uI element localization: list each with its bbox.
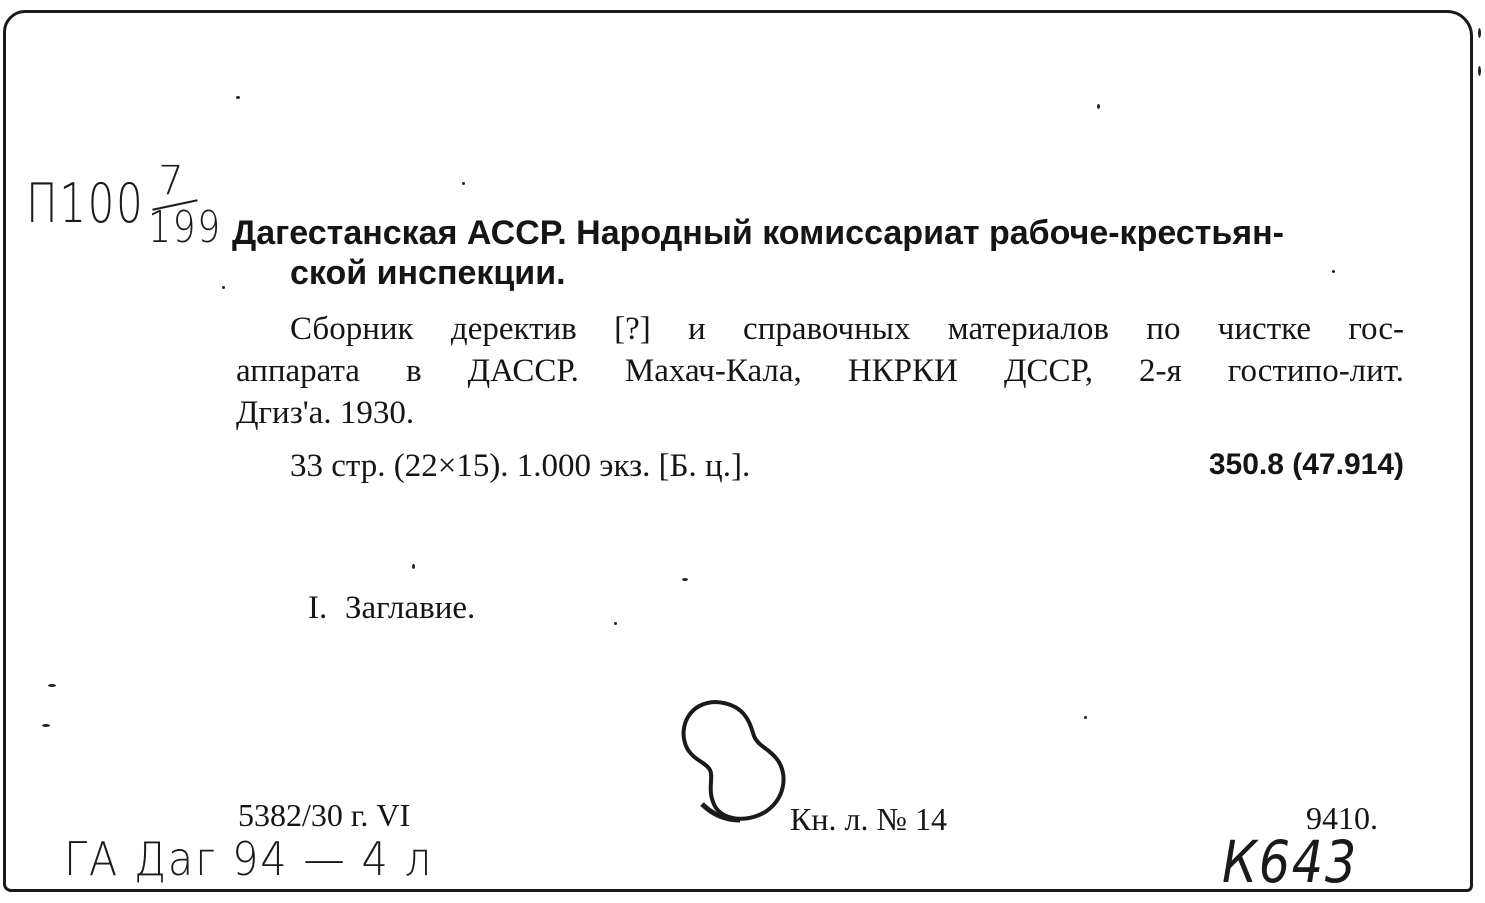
shelfmark-prefix: П100 <box>26 172 145 235</box>
dust-speck <box>48 684 56 687</box>
punch-hole-icon <box>672 696 792 826</box>
physical-description-row <box>290 448 1404 485</box>
physical-description: 33 стр. (22×15). 1.000 экз. [Б. ц.]. <box>290 448 751 484</box>
classification-code: 350.8 (47.914) <box>1208 448 1404 481</box>
shelfmark-fraction-top: 7 <box>158 158 186 204</box>
card-heading <box>232 213 1412 293</box>
tracing-number: I. <box>308 590 328 626</box>
dust-speck <box>462 182 465 185</box>
sequence-number: 9410. <box>1306 800 1378 836</box>
dust-speck <box>236 96 240 99</box>
heading-line-2: ской инспекции. <box>290 254 566 292</box>
dust-speck <box>682 578 688 581</box>
shelfmark-fraction <box>148 158 226 268</box>
shelfmark-fraction-bottom: 199 <box>148 202 222 253</box>
dust-speck <box>222 286 225 289</box>
handwritten-code: К643 <box>1222 828 1358 896</box>
dust-speck <box>614 622 617 625</box>
tracing-entry: Заглавие. <box>345 590 476 626</box>
dust-speck <box>412 564 415 569</box>
heading-line-1: Дагестанская АССР. Народный комиссариат рабоче-крестьян- <box>232 214 1284 252</box>
title-line-1: Сборник деректив [?] и справочных материалов по чистке гос- <box>290 311 1404 347</box>
dust-speck <box>1478 66 1481 76</box>
title-line-3: Дгиз'а. 1930. <box>236 395 415 431</box>
dust-speck <box>1084 716 1087 719</box>
title-paragraph <box>236 308 1404 434</box>
order-number: 5382/30 г. VI <box>238 797 411 833</box>
title-line-2: аппарата в ДАССР. Махач-Кала, НКРКИ ДССР, 2-я гостипо-лит. <box>236 353 1404 389</box>
dust-speck <box>1478 28 1481 38</box>
handwritten-archive-note: ГА Даг 94 — 4 л <box>64 832 433 886</box>
dust-speck <box>1097 104 1100 109</box>
book-chamber-number: Кн. л. № 14 <box>790 801 947 837</box>
dust-speck <box>42 724 50 727</box>
